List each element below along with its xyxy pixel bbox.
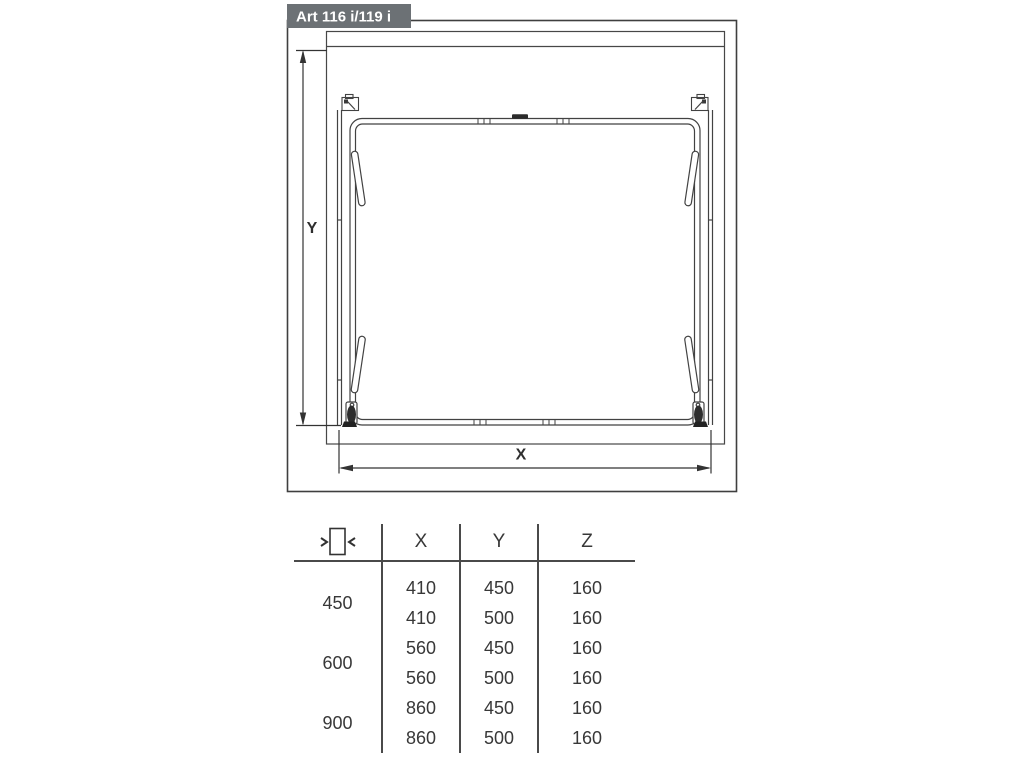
table-row [294, 633, 635, 663]
cell-y: 500 [460, 663, 538, 693]
dim-y-label: Y [306, 220, 318, 237]
cell-x: 560 [382, 663, 460, 693]
cell-y: 450 [460, 561, 538, 603]
group-width-600: 600 [294, 633, 382, 693]
cell-z: 160 [571, 637, 603, 658]
dimension-table [294, 524, 635, 753]
dimension-y [296, 50, 341, 426]
cell-y: 500 [460, 603, 538, 633]
table-row [294, 693, 635, 723]
cell-z: 160 [571, 697, 603, 718]
group-width-900: 900 [294, 693, 382, 753]
cell-x: 860 [382, 693, 460, 723]
page-title: Art 116 i/119 i [296, 8, 392, 26]
table-row [294, 561, 635, 603]
pullout-frame [338, 95, 713, 428]
frame-tube-outer [350, 119, 700, 426]
cell-z: 160 [571, 727, 603, 748]
frame-side-assembly-left [338, 95, 366, 428]
cell-y: 450 [460, 633, 538, 663]
title-tab [287, 4, 411, 28]
tube-joint-marks-top [478, 119, 569, 125]
cell-y: 450 [460, 693, 538, 723]
upper-brace [351, 151, 366, 206]
cell-z: 160 [571, 577, 603, 598]
frame-side-assembly-right [684, 95, 712, 428]
cell-x: 410 [382, 603, 460, 633]
header-cabinet-width [294, 524, 382, 561]
frame-center-tab [512, 114, 528, 119]
tube-joint-marks-bottom [474, 420, 555, 426]
cabinet-width-icon [318, 526, 358, 558]
header-z: Z [538, 524, 635, 561]
top-bracket-icon [342, 95, 359, 111]
frame-tube-inner [356, 124, 695, 420]
cell-x: 410 [382, 561, 460, 603]
header-x: X [382, 524, 460, 561]
cell-z: 160 [571, 667, 603, 688]
header-y: Y [460, 524, 538, 561]
bottom-roller-icon [342, 402, 357, 427]
cell-x: 860 [382, 723, 460, 753]
dimension-x [339, 430, 711, 474]
cell-y: 500 [460, 723, 538, 753]
dim-x-label: X [515, 446, 527, 464]
lower-brace [351, 336, 366, 393]
group-width-450: 450 [294, 561, 382, 633]
cell-z: 160 [571, 607, 603, 628]
cabinet-inner-box [327, 32, 725, 445]
cell-x: 560 [382, 633, 460, 663]
